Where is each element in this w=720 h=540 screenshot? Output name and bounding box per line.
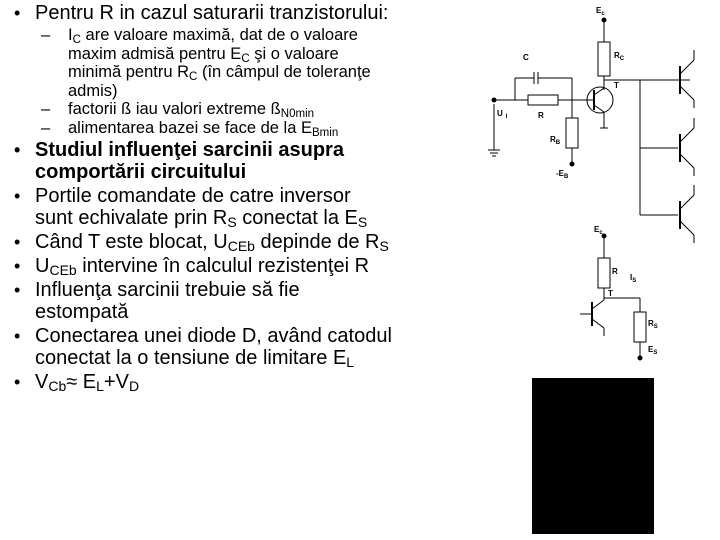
label-is: $I_S$ [630, 273, 637, 284]
label-rc2: R [612, 267, 618, 276]
bullet-t-blocked: • Când T este blocat, $U_{CEb}$ depinde de $R_S$ [14, 231, 389, 254]
black-block [532, 378, 654, 534]
bullet-uceb: • $U_{CEb}$ intervine în calculul rezistenţei R [14, 255, 370, 278]
sub-bullet-beta: – factorii ß iau valori extreme $ß_{N0min}$ [41, 100, 315, 120]
bullet-saturation: • Pentru R in cazul saturarii tranzistorului: [14, 2, 389, 24]
rc-resistor [598, 42, 610, 76]
base-resistor-r [528, 95, 558, 105]
label-eb: $-E_B$ [556, 169, 569, 180]
sub-bullet-base-supply: – alimentarea bazei se face de la $E_{Bmin}$ [41, 118, 339, 139]
label-rb: $R_B$ [550, 135, 561, 146]
bullet-dot: • [14, 3, 21, 23]
label-rc: $R_C$ [614, 51, 625, 62]
label-c: C [523, 53, 529, 62]
label-t-top: T [614, 81, 619, 90]
bullet-load-study: • Studiul influenţei sarcinii asupra comportării circuitului [14, 139, 344, 183]
input-terminal [492, 98, 496, 102]
label-t-bottom: T [608, 289, 613, 298]
rs-resistor [634, 312, 646, 342]
bullet-diode: • Conectarea unei diode D, având catodul conectat la o tensiune de limitare $E_L$ [14, 325, 392, 370]
bullet-load-influence: • Influenţa sarcinii trebuie să fie estompată [14, 279, 300, 323]
label-ec-bottom: $E_c$ [594, 225, 603, 236]
label-r: R [538, 111, 544, 120]
label-es: $E_S$ [648, 345, 658, 356]
bullet-gates: • Portile comandate de catre inversor sunt echivalate prin $R_S$ conectat la $E_S$ [14, 185, 368, 230]
rc2-resistor [598, 258, 610, 288]
rb-resistor [566, 118, 578, 148]
label-rs: $R_S$ [648, 319, 658, 330]
bullet-vcb: • $V_{Cb}\approx E_L+V_D$ [14, 371, 140, 394]
label-ui: U $_I$ [497, 109, 508, 120]
supply-terminal-top [602, 18, 606, 22]
sub-bullet-ic-max: – $I_C$ are valoare maximă, dat de o valoare maxim admisă pentru $E_C$ şi o valoare minimă pentru $R_C$ (în câmpul de toleranţe admis) [41, 26, 371, 100]
label-ec-top: $E_c$ [596, 6, 605, 17]
